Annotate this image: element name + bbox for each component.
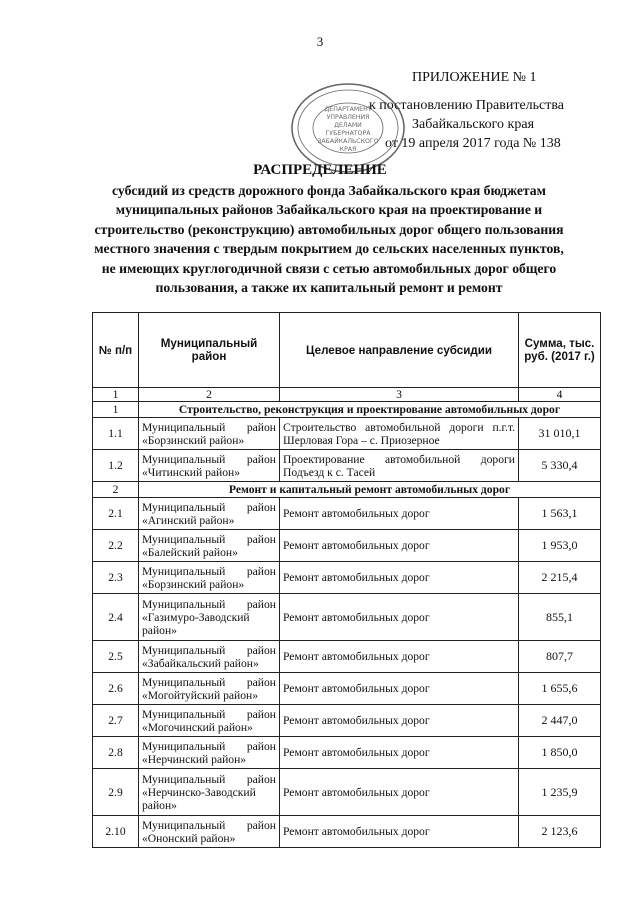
row-district: Муниципальный район «Газимуро-Заводский район» [139,594,280,641]
table-row [93,737,601,769]
row-number: 2.2 [93,530,139,562]
row-number: 2.7 [93,705,139,737]
seal-text: ЗАБАЙКАЛЬСКОГО [317,138,379,145]
row-purpose: Ремонт автомобильных дорог [280,769,519,816]
section-title: Ремонт и капитальный ремонт автомобильных дорог [139,482,601,498]
row-number: 2.3 [93,562,139,594]
table-row [93,705,601,737]
section-title: Строительство, реконструкция и проектирование автомобильных дорог [139,402,601,418]
row-district: Муниципальный район «Читинский район» [139,450,280,482]
table-row [93,594,601,641]
table-row [93,769,601,816]
seal-text: КРАЯ [339,146,357,153]
row-district: Муниципальный район «Борзинский район» [139,562,280,594]
index-row [93,388,601,402]
row-number: 2.6 [93,673,139,705]
page-number: 3 [316,34,324,49]
row-purpose: Строительство автомобильной дороги п.г.т. Шерловая Гора – с. Приозерное [280,418,519,450]
table-row [93,641,601,673]
table-row [93,530,601,562]
row-number: 2.10 [93,816,139,848]
row-number: 2.9 [93,769,139,816]
row-amount: 2 447,0 [519,705,601,737]
seal-text: УПРАВЛЕНИЯ [326,114,370,121]
row-purpose: Ремонт автомобильных дорог [280,816,519,848]
row-district: Муниципальный район «Нерчинский район» [139,737,280,769]
section-number: 2 [93,482,139,498]
section-row [93,402,601,418]
row-amount: 2 123,6 [519,816,601,848]
row-district: Муниципальный район «Могочинский район» [139,705,280,737]
row-amount: 31 010,1 [519,418,601,450]
row-purpose: Ремонт автомобильных дорог [280,498,519,530]
row-amount: 1 953,0 [519,530,601,562]
header-amount: Сумма, тыс. руб. (2017 г.) [519,313,601,388]
row-purpose: Ремонт автомобильных дорог [280,641,519,673]
row-district: Муниципальный район «Балейский район» [139,530,280,562]
table-row [93,498,601,530]
header-purpose: Целевое направление субсидии [280,313,519,388]
row-amount: 807,7 [519,641,601,673]
row-district: Муниципальный район «Агинский район» [139,498,280,530]
row-purpose: Ремонт автомобильных дорог [280,705,519,737]
row-number: 2.1 [93,498,139,530]
row-district: Муниципальный район «Нерчинско-Заводский район» [139,769,280,816]
header-number: № п/п [93,313,139,388]
document-subtitle: субсидий из средств дорожного фонда Забайкальского края бюджетам муниципальных районов Забайкальского края на проектирование и строительство (реконструкцию) автомобильных дорог общего пользования местного значения с твердым покрытием до сельских населенных пунктов, не имеющих круглогодичной связи с сетью автомобильных дорог общего пользования, а также их капитальный ремонт и ремонт [94,183,564,296]
row-amount: 1 563,1 [519,498,601,530]
section-number: 1 [93,402,139,418]
row-district: Муниципальный район «Забайкальский район» [139,641,280,673]
table-header-row [93,313,601,388]
row-purpose: Ремонт автомобильных дорог [280,562,519,594]
seal-text: ДЕПАРТАМЕНТ [324,106,372,113]
row-number: 2.8 [93,737,139,769]
row-purpose: Проектирование автомобильной дороги Подъезд к с. Тасей [280,450,519,482]
seal-text: ГУБЕРНАТОРА [325,130,371,137]
table-row [93,562,601,594]
appendix-label: ПРИЛОЖЕНИЕ № 1 [412,70,537,85]
decree-line: к постановлению Правительства [369,98,565,113]
row-amount: 5 330,4 [519,450,601,482]
row-amount: 1 655,6 [519,673,601,705]
row-number: 2.5 [93,641,139,673]
table-row [93,450,601,482]
row-purpose: Ремонт автомобильных дорог [280,737,519,769]
row-number: 1.2 [93,450,139,482]
row-district: Муниципальный район «Ононский район» [139,816,280,848]
decree-line: от 19 апреля 2017 года № 138 [385,136,561,151]
row-amount: 1 235,9 [519,769,601,816]
decree-line: Забайкальского края [412,117,535,132]
row-number: 2.4 [93,594,139,641]
row-amount: 2 215,4 [519,562,601,594]
row-purpose: Ремонт автомобильных дорог [280,530,519,562]
index-cell: 4 [519,388,601,402]
section-row [93,482,601,498]
row-purpose: Ремонт автомобильных дорог [280,673,519,705]
document-title: РАСПРЕДЕЛЕНИЕ [253,162,387,178]
table-row [93,816,601,848]
row-district: Муниципальный район «Борзинский район» [139,418,280,450]
row-amount: 1 850,0 [519,737,601,769]
header-district: Муниципальный район [139,313,280,388]
table-row [93,418,601,450]
row-district: Муниципальный район «Могойтуйский район» [139,673,280,705]
index-cell: 2 [139,388,280,402]
seal-text: ДЕЛАМИ [334,122,362,129]
index-cell: 3 [280,388,519,402]
row-amount: 855,1 [519,594,601,641]
distribution-table [92,312,601,848]
row-purpose: Ремонт автомобильных дорог [280,594,519,641]
index-cell: 1 [93,388,139,402]
row-number: 1.1 [93,418,139,450]
table-row [93,673,601,705]
